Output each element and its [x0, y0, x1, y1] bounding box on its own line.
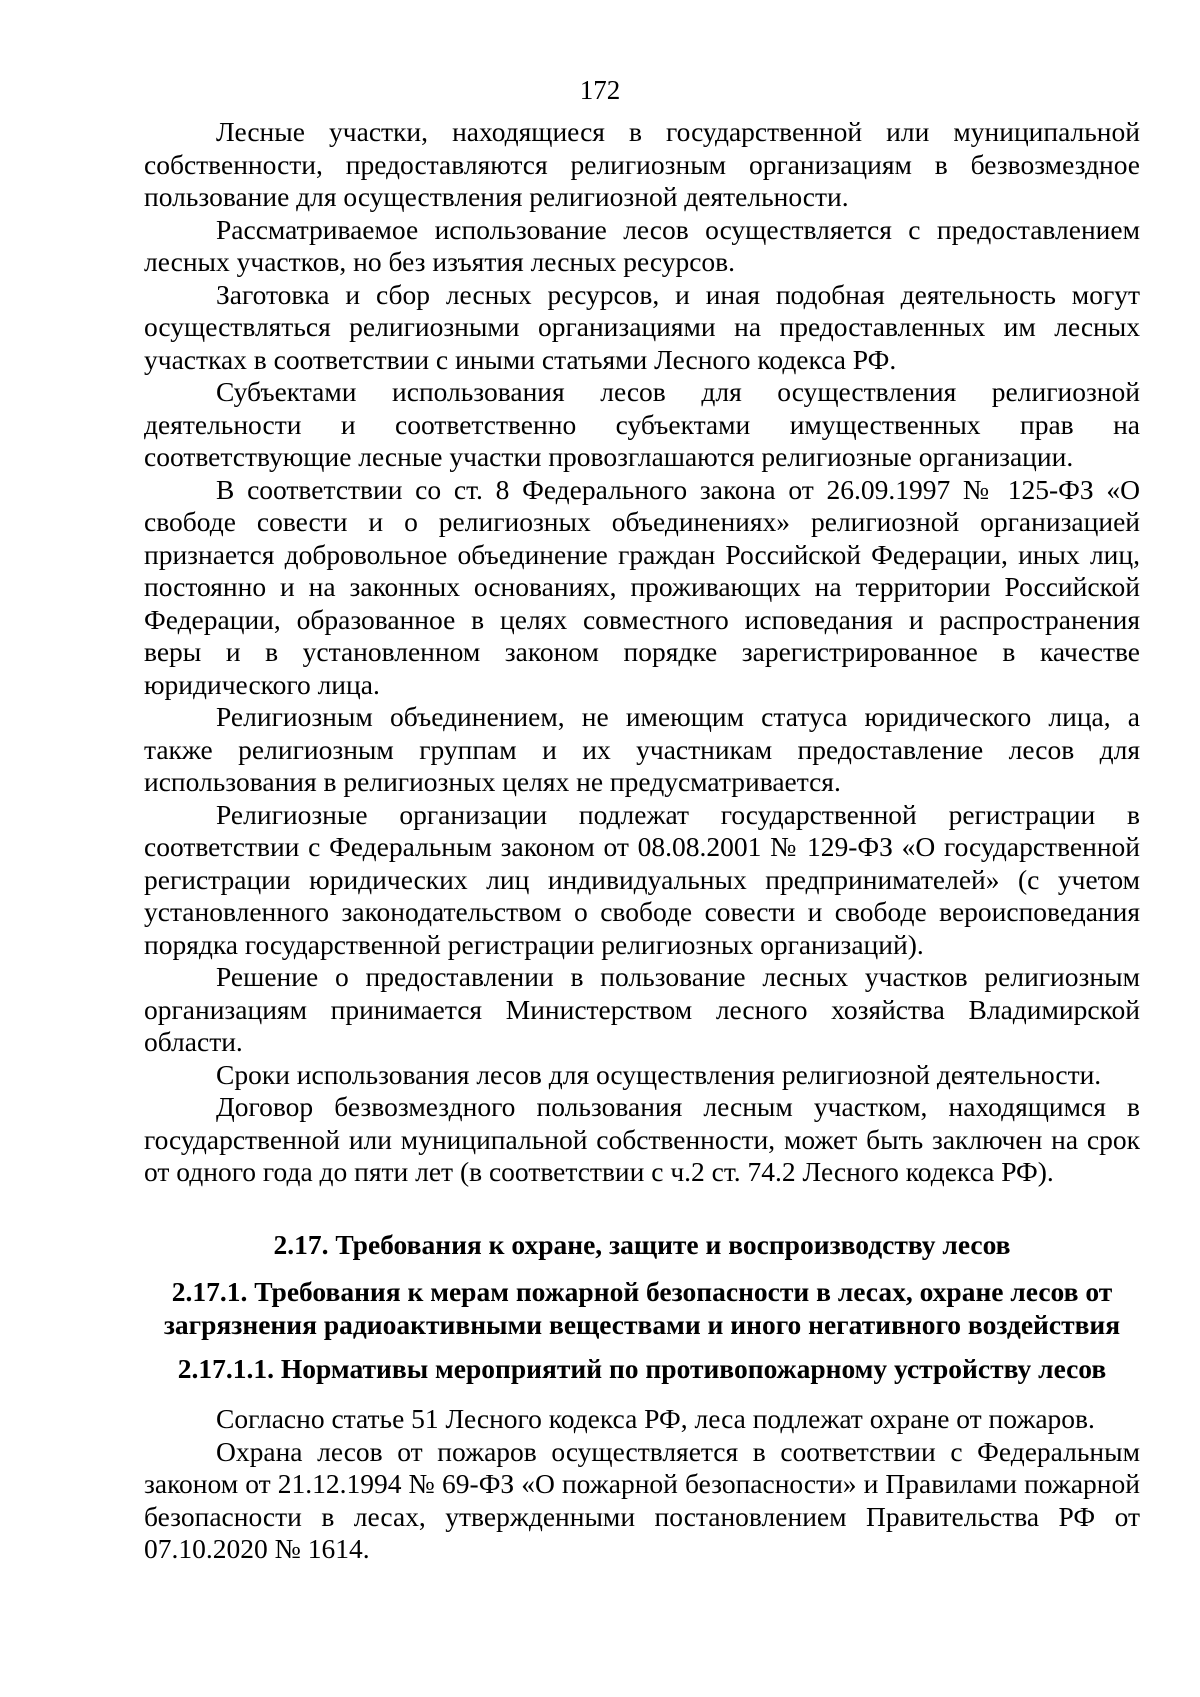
body-text-top	[144, 116, 1140, 1189]
paragraph: Субъектами использования лесов для осуществления религиозной деятельности и соответственно субъектами имущественных прав на соответствующие лесные участки провозглашаются религиозные организации.	[144, 376, 1140, 472]
paragraph: Заготовка и сбор лесных ресурсов, и иная подобная деятельность могут осуществляться религиозными организациями на предоставленных им лесных участках в соответствии с иными статьями Лесного кодекса РФ.	[144, 278, 1140, 375]
section-heading: 2.17. Требования к охране, защите и воспроизводству лесов	[273, 1229, 1011, 1260]
paragraph: Религиозные организации подлежат государственной регистрации в соответствии с Федеральным законом от 08.08.2001 № 129-ФЗ «О государственной регистрации юридических лиц индивидуальных предпринимателей» (с учетом установленного законодательством о свободе совести и свободе вероисповедания порядка государственной регистрации религиозных организаций).	[144, 798, 1140, 960]
paragraph: В соответствии со ст. 8 Федерального закона от 26.09.1997 № 125-ФЗ «О свободе совести и о религиозных объединениях» религиозной организацией признается добровольное объединение граждан Российской Федерации, иных лиц, постоянно и на законных основаниях, проживающих на территории Российской Федерации, образованное в целях совместного исповедания и распространения веры и в установленном законом порядке зарегистрированное в качестве юридического лица.	[144, 473, 1140, 700]
subsubsection-heading: 2.17.1.1. Нормативы мероприятий по противопожарному устройству лесов	[177, 1353, 1107, 1384]
paragraph: Договор безвозмездного пользования лесным участком, находящимся в государственной или муниципальной собственности, может быть заключен на срок от одного года до пяти лет (в соответствии с ч.2 ст. 74.2 Лесного кодекса РФ).	[144, 1091, 1140, 1187]
paragraph: Лесные участки, находящиеся в государственной или муниципальной собственности, предоставляются религиозным организациям в безвозмездное пользование для осуществления религиозной деятельности.	[144, 116, 1140, 212]
paragraph: Решение о предоставлении в пользование лесных участков религиозным организациям принимается Министерством лесного хозяйства Владимирской области.	[144, 961, 1140, 1057]
body-text-bottom	[144, 1403, 1140, 1566]
paragraph: Согласно статье 51 Лесного кодекса РФ, леса подлежат охране от пожаров.	[216, 1403, 1095, 1434]
subsection-heading: 2.17.1. Требования к мерам пожарной безопасности в лесах, охране лесов от загрязнения радиоактивными веществами и иного негативного воздействия	[163, 1276, 1121, 1340]
paragraph: Сроки использования лесов для осуществления религиозной деятельности.	[216, 1058, 1102, 1090]
paragraph: Охрана лесов от пожаров осуществляется в соответствии с Федеральным законом от 21.12.1994 № 69-ФЗ «О пожарной безопасности» и Правилами пожарной безопасности в лесах, утвержденными постановлением Правительства РФ от 07.10.2020 № 1614.	[144, 1435, 1140, 1564]
paragraph: Рассматриваемое использование лесов осуществляется с предоставлением лесных участков, но без изъятия лесных ресурсов.	[144, 213, 1140, 277]
paragraph: Религиозным объединением, не имеющим статуса юридического лица, а также религиозным группам и их участникам предоставление лесов для использования в религиозных целях не предусматривается.	[144, 701, 1140, 797]
page-number: 172	[579, 75, 621, 105]
